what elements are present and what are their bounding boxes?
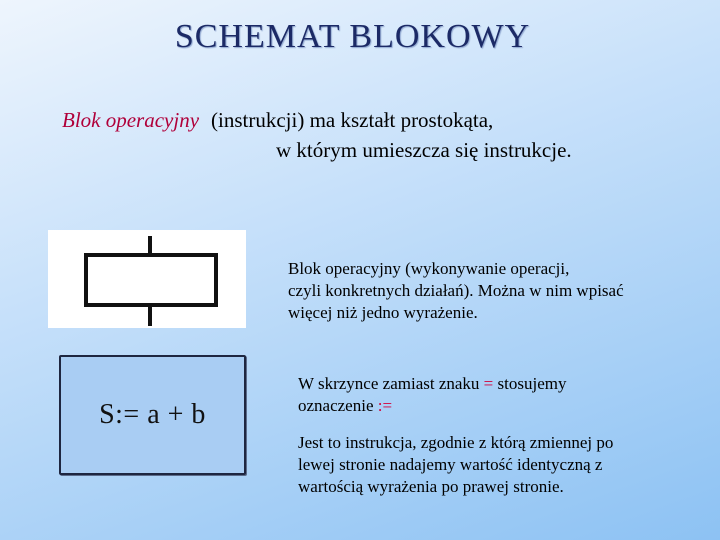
example-expression: S:= a + b xyxy=(99,399,206,430)
intro-term: Blok operacyjny xyxy=(62,108,200,132)
description-line: Blok operacyjny (wykonywanie operacji, xyxy=(288,259,570,278)
instruction-explanation xyxy=(298,432,613,498)
assignment-note xyxy=(298,373,566,417)
intro-line-2: w którym umieszcza się instrukcje. xyxy=(276,138,572,162)
assignment-note-text: stosujemy xyxy=(493,374,567,393)
explanation-line: Jest to instrukcja, zgodnie z którą zmiennej po xyxy=(298,433,614,452)
intro-line-1-rest: (instrukcji) ma kształt prostokąta, xyxy=(211,108,494,132)
slide-title: SCHEMAT BLOKOWY xyxy=(174,18,531,55)
operation-block-rectangle xyxy=(86,255,216,305)
explanation-line: wartością wyrażenia po prawej stronie. xyxy=(298,477,564,497)
description-line: czyli konkretnych działań). Można w nim wpisać xyxy=(288,281,624,301)
description-line: więcej niż jedno wyrażenie. xyxy=(288,303,478,323)
assignment-note-text: W skrzynce zamiast znaku xyxy=(298,374,484,393)
assignment-note-text: oznaczenie xyxy=(298,396,378,416)
assignment-note-line-2 xyxy=(298,395,566,417)
intro-line-1 xyxy=(62,108,493,133)
operation-block-diagram xyxy=(48,230,246,328)
equals-sign: = xyxy=(483,374,494,393)
example-operation-block xyxy=(59,355,246,475)
assignment-operator: := xyxy=(377,396,393,416)
assignment-note-line-1 xyxy=(298,373,566,395)
block-description xyxy=(288,258,624,324)
explanation-line: lewej stronie nadajemy wartość identyczną z xyxy=(298,455,603,475)
